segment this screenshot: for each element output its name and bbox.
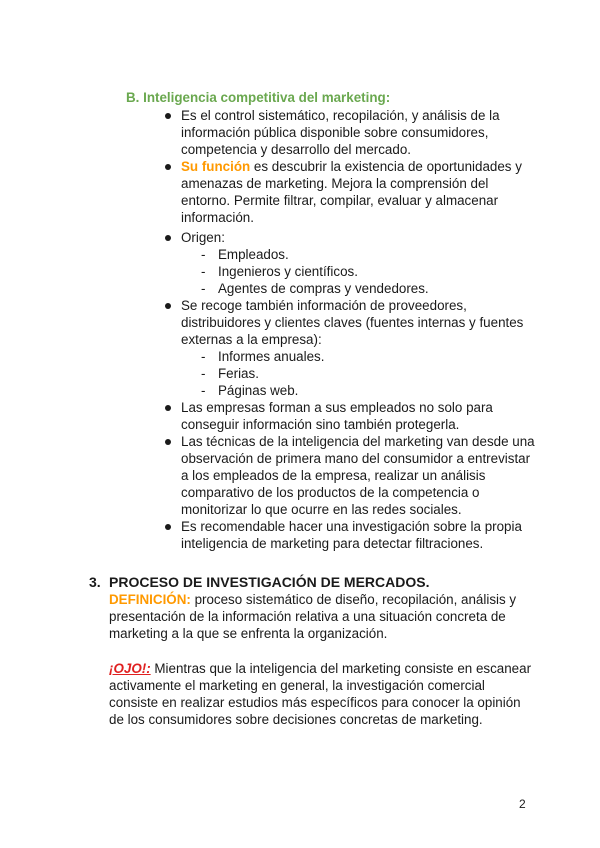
bullet-6-line-4: comparativo de los productos de la competencia o: [181, 485, 480, 500]
fuentes-item: Páginas web.: [218, 383, 299, 398]
bullet-3-line-1: Origen:: [181, 230, 225, 245]
bullet-6-line-1: Las técnicas de la inteligencia del marketing van desde una: [181, 434, 535, 449]
bullet-5-line-1: Las empresas forman a sus empleados no solo para: [181, 400, 493, 415]
fuentes-item: Informes anuales.: [218, 349, 325, 364]
bullet-7-line-1: Es recomendable hacer una investigación sobre la propia: [181, 519, 522, 534]
bullet-5-line-2: conseguir información sino también protegerla.: [181, 417, 460, 432]
bullet-1-line-2: información pública disponible sobre consumidores,: [181, 125, 489, 140]
definicion-text: proceso sistemático de diseño, recopilación, análisis y: [194, 592, 517, 607]
bullet-1-line-1: Es el control sistemático, recopilación, y análisis de la: [181, 108, 500, 123]
section-b-title: B. Inteligencia competitiva del marketing:: [126, 90, 391, 105]
definicion-label: DEFINICIÓN:: [109, 592, 191, 607]
bullet-6-line-5: monitorizar lo que ocurre en las redes sociales.: [181, 502, 462, 517]
section-3-title: PROCESO DE INVESTIGACIÓN DE MERCADOS.: [109, 574, 430, 590]
bullet-icon: [165, 164, 171, 170]
origen-item: Agentes de compras y vendedores.: [218, 281, 429, 296]
ojo-text: Mientras que la inteligencia del marketing consiste en escanear: [154, 661, 532, 676]
dash-icon: -: [201, 264, 206, 279]
bullet-icon: [165, 235, 171, 241]
dash-icon: -: [201, 349, 206, 364]
bullet-1-line-3: competencia y desarrollo del mercado.: [181, 142, 411, 157]
bullet-4-line-3: externas a la empresa):: [181, 332, 322, 347]
definicion-line-3: marketing a la que se enfrenta la organización.: [109, 626, 388, 641]
bullet-6-line-3: a los empleados de la empresa, realizar un análisis: [181, 468, 486, 483]
bullet-4-line-1: Se recoge también información de proveedores,: [181, 298, 467, 313]
definicion-line-1: [109, 591, 516, 608]
ojo-line-3: consiste en realizar estudios más específicos para conocer la opinión: [109, 695, 521, 710]
bullet-icon: [165, 303, 171, 309]
fuentes-item: Ferias.: [218, 366, 259, 381]
funcion-label: Su función: [181, 159, 251, 174]
bullet-icon: [165, 524, 171, 530]
bullet-2-line-3: entorno. Permite filtrar, compilar, evaluar y almacenar: [181, 193, 499, 208]
ojo-line-2: activamente el marketing en general, la investigación comercial: [109, 678, 485, 693]
bullet-icon: [165, 439, 171, 445]
bullet-2-line-1: [181, 158, 522, 175]
ojo-line-4: de los consumidores sobre decisiones concretas de marketing.: [109, 712, 483, 727]
bullet-4-line-2: distribuidores y clientes claves (fuentes internas y fuentes: [181, 315, 524, 330]
bullet-2-line-4: información.: [181, 210, 254, 225]
origen-item: Empleados.: [218, 247, 289, 262]
page-number: 2: [519, 797, 526, 811]
bullet-icon: [165, 405, 171, 411]
bullet-6-line-2: observación de primera mano del consumidor a entrevistar: [181, 451, 531, 466]
definicion-line-2: presentación de la información relativa a una situación concreta de: [109, 609, 506, 624]
origen-item: Ingenieros y científicos.: [218, 264, 358, 279]
bullet-2-line-2: amenazas de marketing. Mejora la comprensión del: [181, 176, 489, 191]
dash-icon: -: [201, 383, 206, 398]
bullet-7-line-2: inteligencia de marketing para detectar filtraciones.: [181, 536, 484, 551]
section-3-number: 3.: [89, 574, 101, 590]
bullet-icon: [165, 113, 171, 119]
dash-icon: -: [201, 366, 206, 381]
ojo-label: ¡OJO!:: [109, 661, 151, 676]
dash-icon: -: [201, 281, 206, 296]
dash-icon: -: [201, 247, 206, 262]
ojo-line-1: [109, 660, 531, 677]
bullet-2-text: es descubrir la existencia de oportunidades y: [253, 159, 522, 174]
